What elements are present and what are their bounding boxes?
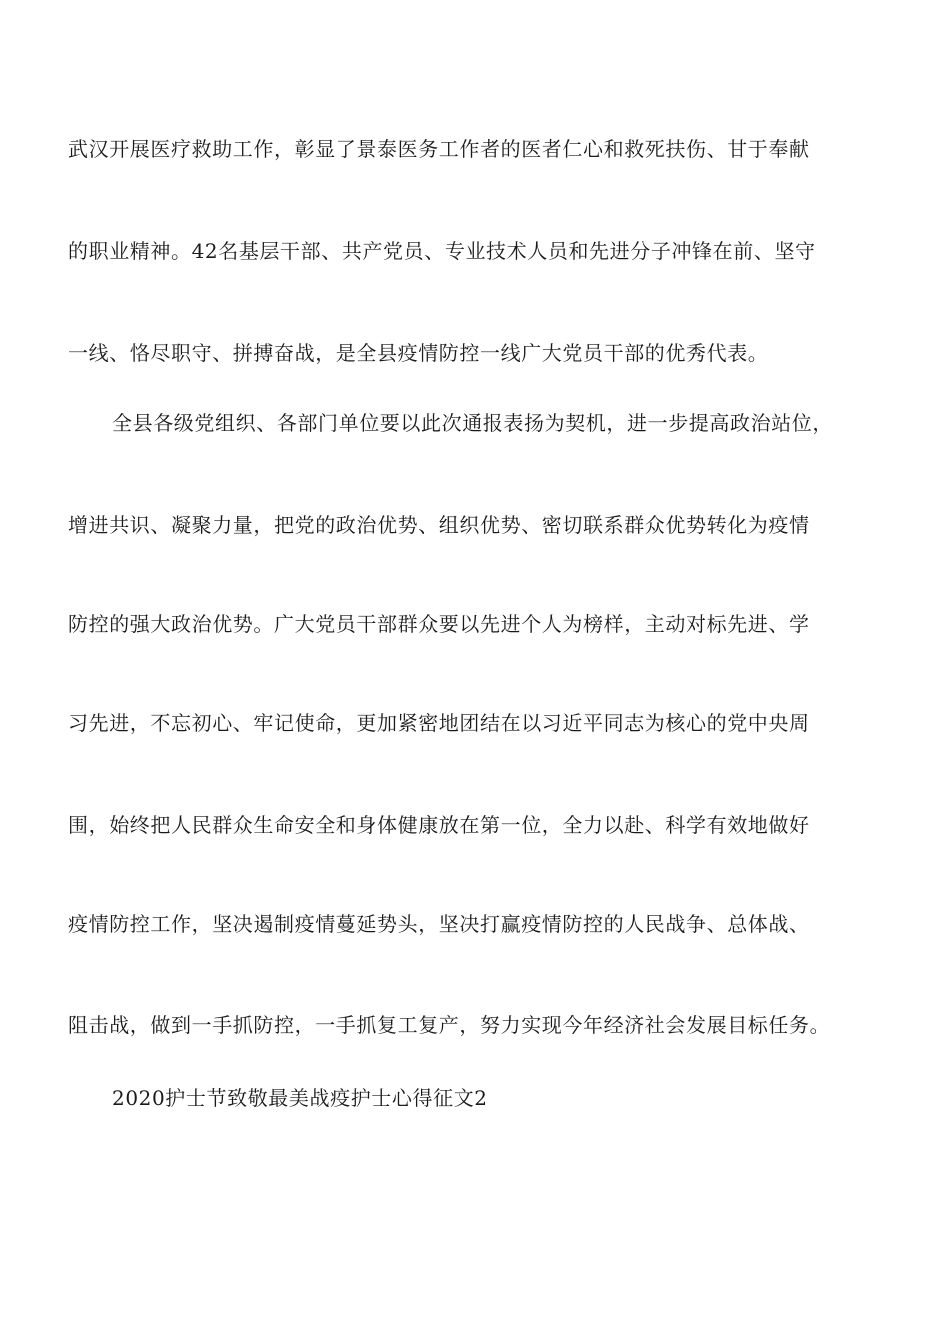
paragraph-1-line-2: 的职业精神。42名基层干部、共产党员、专业技术人员和先进分子冲锋在前、坚守 bbox=[68, 239, 816, 263]
paragraph-2-line-7: 阻击战，做到一手抓防控，一手抓复工复产，努力实现今年经济社会发展目标任务。 bbox=[68, 1013, 831, 1037]
paragraph-1-line-1: 武汉开展医疗救助工作，彰显了景泰医务工作者的医者仁心和救死扶伤、甘于奉献 bbox=[68, 137, 810, 161]
section-heading: 2020护士节致敬最美战疫护士心得征文2 bbox=[112, 1086, 488, 1110]
paragraph-2-line-1: 全县各级党组织、各部门单位要以此次通报表扬为契机，进一步提高政治站位， bbox=[112, 411, 833, 435]
paragraph-2-line-5: 围，始终把人民群众生命安全和身体健康放在第一位，全力以赴、科学有效地做好 bbox=[68, 813, 810, 837]
paragraph-1-line-3: 一线、恪尽职守、拼搏奋战，是全县疫情防控一线广大党员干部的优秀代表。 bbox=[68, 341, 769, 365]
paragraph-2-line-4: 习先进，不忘初心、牢记使命，更加紧密地团结在以习近平同志为核心的党中央周 bbox=[68, 711, 810, 735]
paragraph-2-line-3: 防控的强大政治优势。广大党员干部群众要以先进个人为榜样，主动对标先进、学 bbox=[68, 612, 810, 636]
paragraph-2-line-2: 增进共识、凝聚力量，把党的政治优势、组织优势、密切联系群众优势转化为疫情 bbox=[68, 513, 810, 537]
paragraph-2-line-6: 疫情防控工作，坚决遏制疫情蔓延势头，坚决打赢疫情防控的人民战争、总体战、 bbox=[68, 912, 810, 936]
